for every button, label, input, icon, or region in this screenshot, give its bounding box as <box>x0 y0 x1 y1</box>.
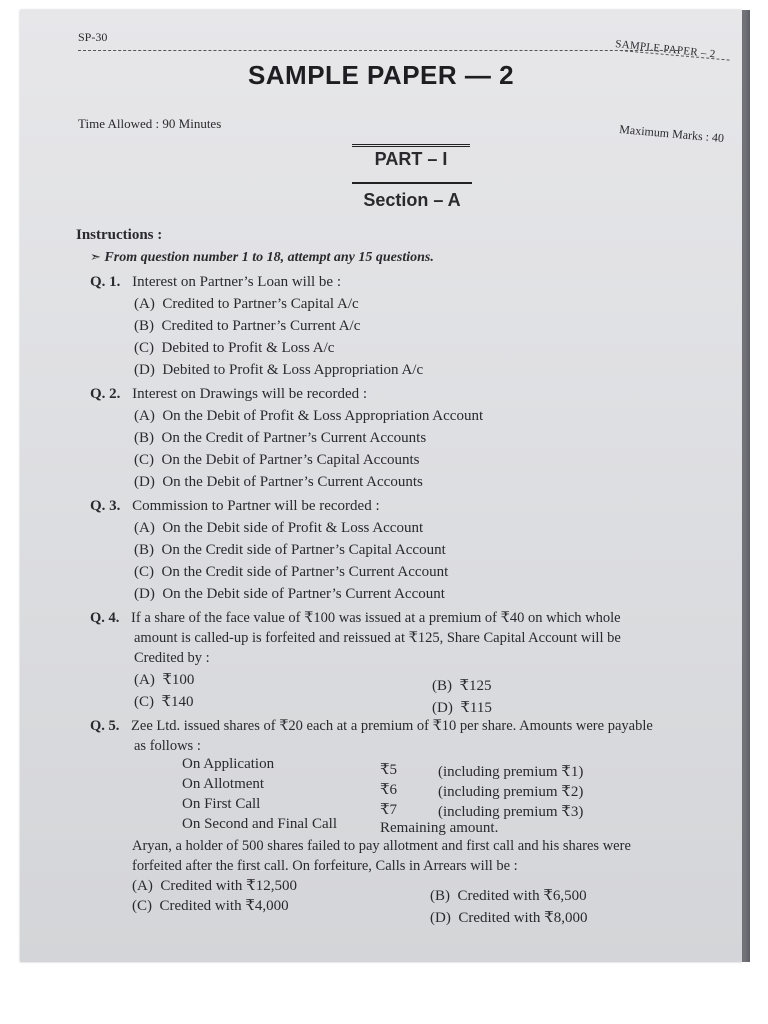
schedule-label-allotment: On Allotment <box>182 776 265 792</box>
question-2 <box>90 386 367 403</box>
schedule-note-first-call: (including premium ₹3) <box>438 804 584 820</box>
q5-option-b: (B) Credited with ₹6,500 <box>430 888 587 904</box>
question-text-line-1: Zee Ltd. issued shares of ₹20 each at a premium of ₹10 per share. Amounts were payable <box>131 718 653 734</box>
q1-option-d: (D) Debited to Profit & Loss Appropriation A/c <box>134 362 424 378</box>
schedule-label-first-call: On First Call <box>182 796 261 812</box>
q2-option-a: (A) On the Debit of Profit & Loss Appropriation Account <box>134 408 484 424</box>
q1-option-c: (C) Debited to Profit & Loss A/c <box>134 340 335 356</box>
q2-option-d: (D) On the Debit of Partner’s Current Accounts <box>134 474 423 490</box>
question-text: Interest on Partner’s Loan will be : <box>132 274 342 290</box>
schedule-note-application: (including premium ₹1) <box>438 764 584 780</box>
arrow-icon: ➣ <box>90 250 101 265</box>
question-3 <box>90 498 380 515</box>
q4-option-c: (C) ₹140 <box>134 694 194 710</box>
section-heading: Section – A <box>363 190 461 210</box>
instructions-label: Instructions : <box>76 227 163 243</box>
question-number: Q. 2. <box>90 386 121 402</box>
question-number: Q. 4. <box>90 610 120 626</box>
schedule-amount-application: ₹5 <box>380 762 398 778</box>
schedule-label-application: On Application <box>182 756 275 772</box>
time-allowed: Time Allowed : 90 Minutes <box>78 116 222 131</box>
q3-option-a: (A) On the Debit side of Profit & Loss Account <box>134 520 424 536</box>
q1-option-b: (B) Credited to Partner’s Current A/c <box>134 318 361 334</box>
question-text: Interest on Drawings will be recorded : <box>132 386 368 402</box>
question-text-line-2: amount is called-up is forfeited and reissued at ₹125, Share Capital Account will be <box>134 630 621 646</box>
paper-title: SAMPLE PAPER — 2 <box>247 60 515 90</box>
question-text-line-1: If a share of the face value of ₹100 was issued at a premium of ₹40 on which whole <box>131 610 621 626</box>
q3-option-b: (B) On the Credit side of Partner’s Capital Account <box>134 542 446 558</box>
part-rule <box>352 144 470 147</box>
q3-option-c: (C) On the Credit side of Partner’s Current Account <box>134 564 449 580</box>
schedule-note-allotment: (including premium ₹2) <box>438 784 584 800</box>
q2-option-c: (C) On the Debit of Partner’s Capital Accounts <box>134 452 420 468</box>
schedule-amount-final-call: Remaining amount. <box>380 820 499 836</box>
question-1 <box>90 274 341 291</box>
schedule-label-final-call: On Second and Final Call <box>182 816 337 832</box>
question-text: Commission to Partner will be recorded : <box>132 498 380 514</box>
question-number: Q. 3. <box>90 498 121 514</box>
question-number: Q. 1. <box>90 274 121 290</box>
question-4 <box>90 610 621 627</box>
q3-option-d: (D) On the Debit side of Partner’s Current Account <box>134 586 445 602</box>
q4-option-d: (D) ₹115 <box>432 700 492 716</box>
schedule-amount-allotment: ₹6 <box>380 782 398 798</box>
page-code: SP-30 <box>78 30 108 44</box>
running-title: SAMPLE PAPER – 2 <box>614 38 717 61</box>
q1-option-a: (A) Credited to Partner’s Capital A/c <box>134 296 359 312</box>
part-heading: PART – I <box>374 149 448 169</box>
question-text-line-2: as follows : <box>134 738 201 754</box>
section-rule <box>352 182 472 184</box>
exam-page <box>20 10 742 962</box>
question-paragraph-line-1: Aryan, a holder of 500 shares failed to pay allotment and first call and his shares were <box>132 838 631 854</box>
instruction-text: From question number 1 to 18, attempt any 15 questions. <box>104 250 434 265</box>
maximum-marks: Maximum Marks : 40 <box>618 122 725 146</box>
question-paragraph-line-2: forfeited after the first call. On forfeiture, Calls in Arrears will be : <box>132 858 518 874</box>
q5-option-c: (C) Credited with ₹4,000 <box>132 898 289 914</box>
q2-option-b: (B) On the Credit of Partner’s Current Accounts <box>134 430 427 446</box>
schedule-amount-first-call: ₹7 <box>380 802 398 818</box>
question-text-line-3: Credited by : <box>134 650 210 666</box>
q5-option-d: (D) Credited with ₹8,000 <box>430 910 588 926</box>
question-number: Q. 5. <box>90 718 120 734</box>
instruction-line <box>90 250 434 266</box>
header-divider <box>78 50 678 51</box>
q4-option-b: (B) ₹125 <box>432 678 492 694</box>
q4-option-a: (A) ₹100 <box>134 672 195 688</box>
q5-option-a: (A) Credited with ₹12,500 <box>132 878 297 894</box>
question-5 <box>90 718 653 735</box>
